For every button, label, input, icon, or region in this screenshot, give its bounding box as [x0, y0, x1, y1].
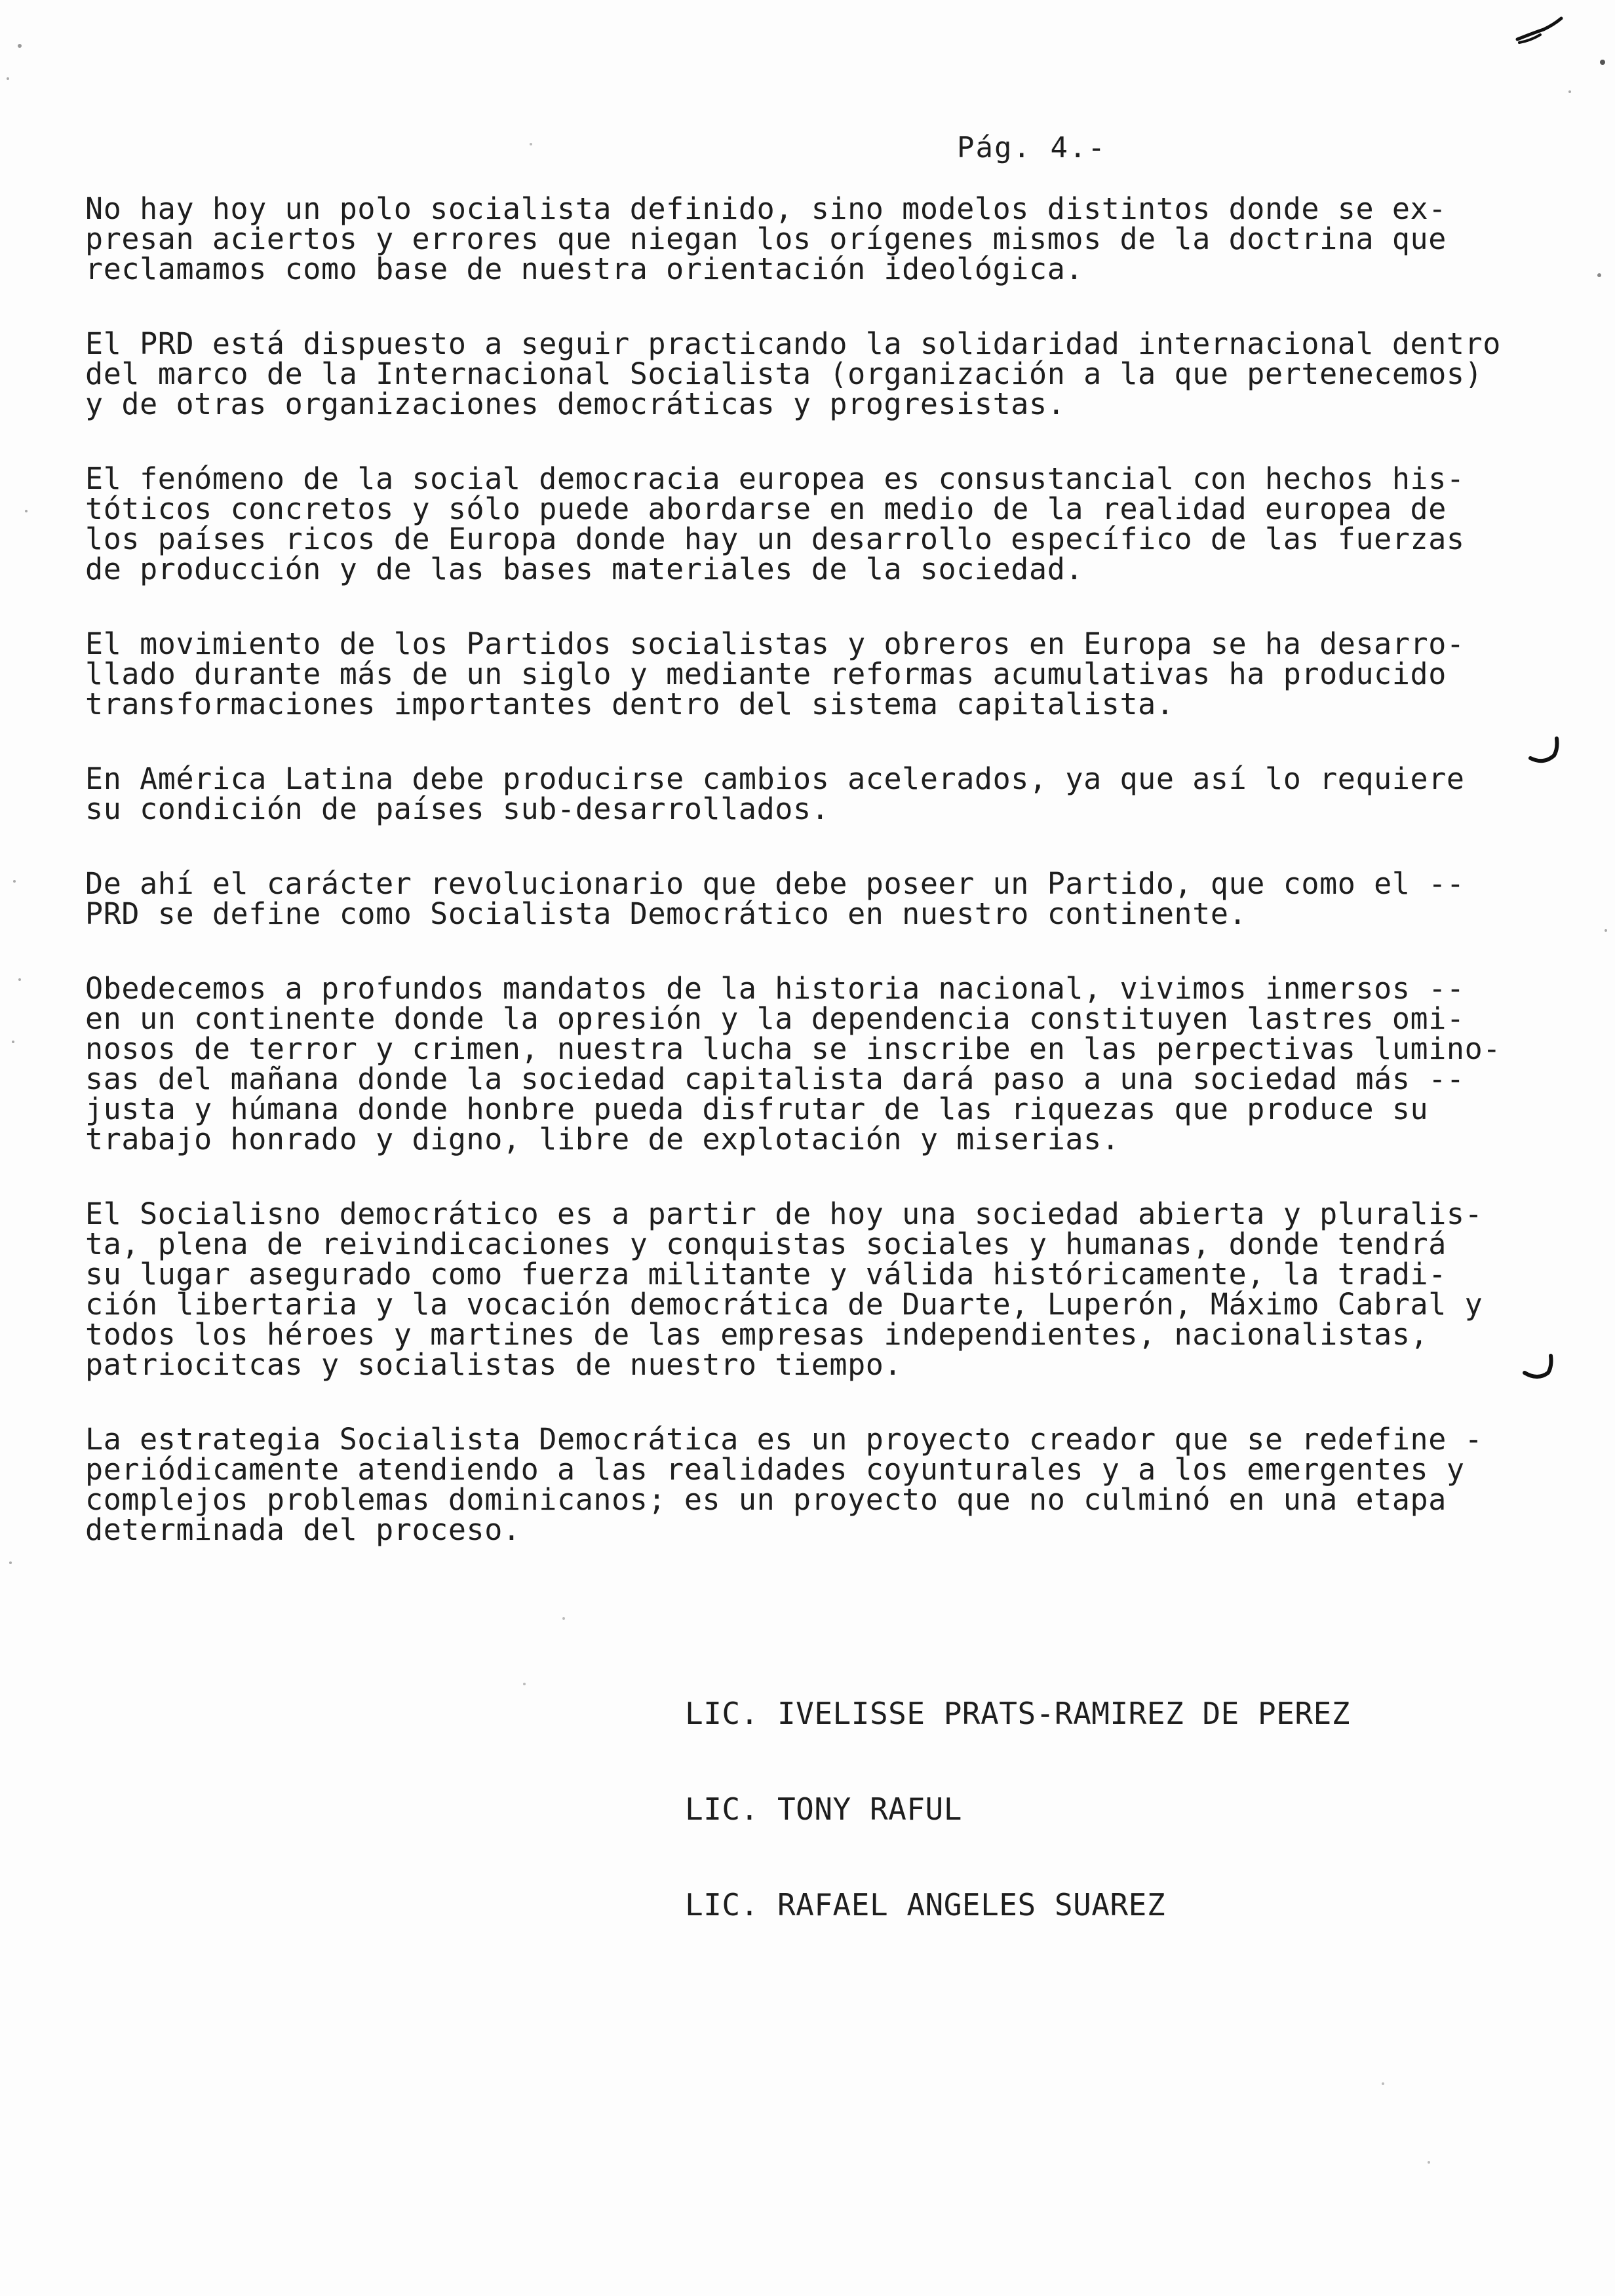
- text-line: de producción y de las bases materiales de la sociedad.: [85, 552, 1084, 586]
- text-line: De ahí el carácter revolucionario que debe poseer un Partido, que como el --: [85, 866, 1465, 901]
- text-line: ción libertaria y la vocación democrática de Duarte, Luperón, Máximo Cabral y: [85, 1287, 1483, 1322]
- text-line: reclamamos como base de nuestra orientación ideológica.: [85, 252, 1084, 286]
- text-line: trabajo honrado y digno, libre de explotación y miserias.: [85, 1122, 1120, 1157]
- page-number: Pág. 4.-: [957, 131, 1106, 164]
- text-line: periódicamente atendiendo a las realidades coyunturales y a los emergentes y: [85, 1452, 1465, 1487]
- handwritten-mark-top-right: [1514, 13, 1566, 52]
- signatory-name: LIC. IVELISSE PRATS-RAMIREZ DE PEREZ: [685, 1696, 1350, 1731]
- paragraph-1: [85, 191, 1593, 286]
- text-line: complejos problemas dominicanos; es un proyecto que no culminó en una etapa: [85, 1482, 1447, 1517]
- signatory-name: LIC. TONY RAFUL: [685, 1791, 962, 1827]
- paragraph-6: [85, 866, 1593, 931]
- paragraph-4: [85, 626, 1593, 721]
- signatory-name: LIC. RAFAEL ANGELES SUAREZ: [685, 1887, 1166, 1923]
- text-line: Obedecemos a profundos mandatos de la historia nacional, vivimos inmersos --: [85, 971, 1465, 1006]
- text-line: y de otras organizaciones democráticas y progresistas.: [85, 387, 1066, 421]
- text-line: presan aciertos y errores que niegan los orígenes mismos de la doctrina que: [85, 221, 1447, 256]
- text-line: en un continente donde la opresión y la dependencia constituyen lastres omi-: [85, 1001, 1465, 1036]
- text-line: En América Latina debe producirse cambios acelerados, ya que así lo requiere: [85, 761, 1465, 796]
- text-line: El fenómeno de la social democracia europea es consustancial con hechos his-: [85, 461, 1465, 496]
- text-line: El PRD está dispuesto a seguir practicando la solidaridad internacional dentro: [85, 326, 1501, 361]
- text-line: transformaciones importantes dentro del sistema capitalista.: [85, 687, 1175, 721]
- text-line: PRD se define como Socialista Democrático en nuestro continente.: [85, 896, 1247, 931]
- text-line: No hay hoy un polo socialista definido, sino modelos distintos donde se ex-: [85, 191, 1447, 226]
- text-line: La estrategia Socialista Democrática es un proyecto creador que se redefine -: [85, 1422, 1483, 1457]
- text-line: determinada del proceso.: [85, 1512, 521, 1547]
- text-line: los países ricos de Europa donde hay un desarrollo específico de las fuerzas: [85, 522, 1465, 556]
- text-line: patriocitcas y socialistas de nuestro tiempo.: [85, 1347, 903, 1382]
- paragraph-9: [85, 1422, 1593, 1547]
- paragraph-7: [85, 971, 1593, 1157]
- text-line: El movimiento de los Partidos socialistas y obreros en Europa se ha desarro-: [85, 626, 1465, 661]
- text-line: ta, plena de reivindicaciones y conquistas sociales y humanas, donde tendrá: [85, 1227, 1447, 1261]
- signature-block: [685, 1697, 1537, 1984]
- paragraph-8: [85, 1196, 1593, 1382]
- text-line: sas del mañana donde la sociedad capitalista dará paso a una sociedad más --: [85, 1062, 1465, 1096]
- text-line: todos los héroes y martines de las empresas independientes, nacionalistas,: [85, 1317, 1429, 1352]
- text-line: nosos de terror y crimen, nuestra lucha se inscribe en las perpectivas lumino-: [85, 1031, 1501, 1066]
- paragraph-5: [85, 761, 1593, 826]
- text-line: su lugar asegurado como fuerza militante y válida históricamente, la tradi-: [85, 1257, 1447, 1292]
- text-line: su condición de países sub-desarrollados.: [85, 792, 830, 826]
- text-line: tóticos concretos y sólo puede abordarse en medio de la realidad europea de: [85, 491, 1447, 526]
- text-line: El Socialisno democrático es a partir de hoy una sociedad abierta y pluralis-: [85, 1196, 1483, 1231]
- text-line: del marco de la Internacional Socialista (organización a la que pertenecemos): [85, 356, 1483, 391]
- text-line: justa y húmana donde honbre pueda disfrutar de las riquezas que produce su: [85, 1092, 1429, 1126]
- letter-body: [85, 191, 1593, 1590]
- text-line: llado durante más de un siglo y mediante reformas acumulativas ha producido: [85, 657, 1447, 691]
- paragraph-2: [85, 326, 1593, 421]
- paragraph-3: [85, 461, 1593, 586]
